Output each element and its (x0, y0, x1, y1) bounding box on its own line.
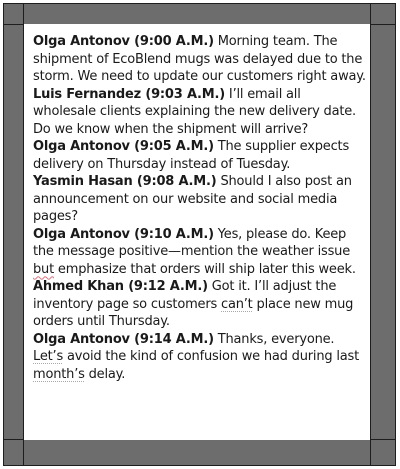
message-speaker: Olga Antonov (9:14 A.M.) (33, 331, 214, 347)
chat-message (33, 138, 367, 173)
chat-message (33, 86, 367, 139)
message-text: I’ll email all wholesale clients explaining the new delivery date. Do we know when the shipment will arrive? (33, 86, 356, 137)
spelling-flagged-word[interactable]: but (33, 261, 54, 277)
message-speaker: Ahmed Khan (9:12 A.M.) (33, 279, 208, 294)
message-text: avoid the kind of confusion we had during last (63, 349, 359, 364)
message-text: Thanks, everyone. (213, 331, 335, 347)
chat-message (33, 278, 367, 331)
message-speaker: Olga Antonov (9:05 A.M.) (33, 139, 214, 154)
grammar-flagged-word[interactable]: month’s (33, 366, 85, 382)
message-text: Morning team. The shipment of EcoBlend mugs was delayed due to the storm. We need to update our customers right away. (33, 34, 366, 84)
chat-message (33, 331, 367, 384)
chat-message (33, 33, 367, 86)
chat-message (33, 226, 367, 279)
message-text: delay. (84, 366, 126, 382)
chat-message (33, 173, 367, 226)
document-text-body[interactable] (33, 33, 367, 383)
grammar-flagged-word[interactable]: Let’s (33, 349, 64, 364)
message-text: emphasize that orders will ship later this week. (54, 261, 356, 277)
message-text: Yes, please do. Keep the message positive—mention the weather issue (33, 226, 351, 259)
grammar-flagged-word[interactable]: can’t (221, 296, 253, 312)
message-speaker: Olga Antonov (9:00 A.M.) (33, 34, 214, 49)
message-text: Got it. I’ll adjust the inventory page so customers (33, 279, 337, 312)
message-speaker: Luis Fernandez (9:03 A.M.) (33, 86, 225, 102)
message-text: place new mug orders until Thursday. (33, 296, 354, 329)
message-text: The supplier expects delivery on Thursday instead of Tuesday. (33, 139, 350, 172)
message-speaker: Olga Antonov (9:10 A.M.) (33, 226, 214, 242)
message-text: Should I also post an announcement on our website and social media pages? (33, 174, 352, 224)
message-speaker: Yasmin Hasan (9:08 A.M.) (33, 174, 217, 189)
